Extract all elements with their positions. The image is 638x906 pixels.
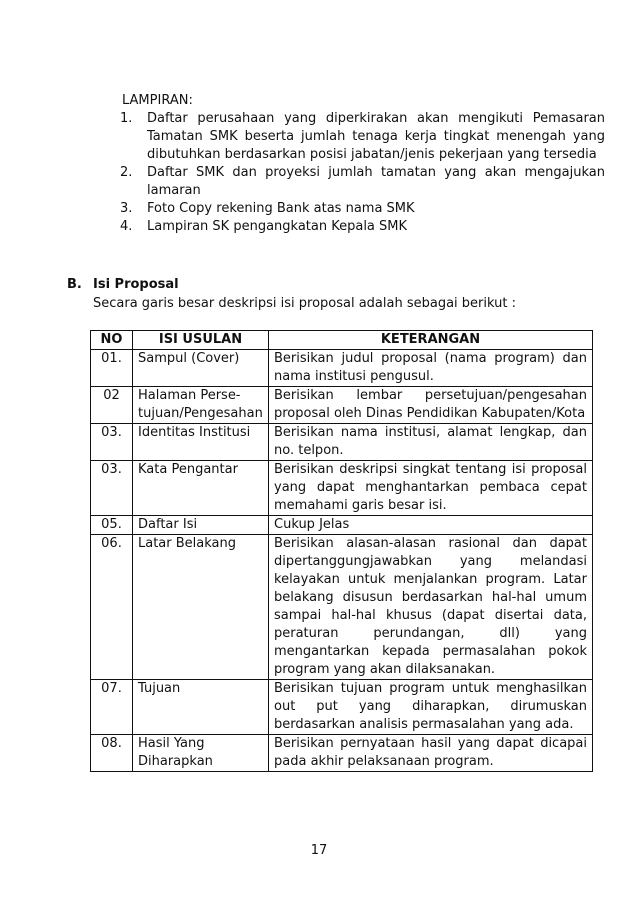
lampiran-item-number: 3. xyxy=(120,201,133,216)
table-row xyxy=(91,461,593,516)
lampiran-item-text: Daftar perusahaan yang diperkirakan akan mengikuti Pemasaran Tamatan SMK beserta jumlah tenaga kerja tingkat menengah yang dibutuhkan berdasarkan posisi jabatan/jenis pekerjaan yang tersedia xyxy=(147,111,605,162)
lampiran-item xyxy=(120,110,605,164)
cell-isi: Identitas Institusi xyxy=(133,424,269,461)
lampiran-item xyxy=(120,218,605,236)
cell-keterangan: Berisikan lembar persetujuan/pengesahan proposal oleh Dinas Pendidikan Kabupaten/Kota xyxy=(269,387,593,424)
table-row xyxy=(91,350,593,387)
cell-keterangan: Berisikan nama institusi, alamat lengkap, dan no. telpon. xyxy=(269,424,593,461)
cell-no: 03. xyxy=(91,424,133,461)
cell-keterangan: Berisikan pernyataan hasil yang dapat dicapai pada akhir pelaksanaan program. xyxy=(269,735,593,772)
header-no: NO xyxy=(91,331,133,350)
cell-isi: Kata Pengantar xyxy=(133,461,269,516)
lampiran-item-number: 1. xyxy=(120,111,133,126)
cell-keterangan: Berisikan tujuan program untuk menghasilkan out put yang diharapkan, dirumuskan berdasarkan analisis permasalahan yang ada. xyxy=(269,680,593,735)
section-b xyxy=(67,275,607,313)
lampiran-item xyxy=(120,164,605,200)
cell-no: 01. xyxy=(91,350,133,387)
cell-keterangan: Berisikan alasan-alasan rasional dan dapat dipertanggungjawabkan yang melandasi kelayakan untuk menjalankan program. Latar belakang disusun berdasarkan hal-hal umum sampai hal-hal khusus (dapat disertai data, peraturan perundangan, dll) yang mengantarkan kepada permasalahan pokok program yang akan dilaksanakan. xyxy=(269,535,593,680)
cell-no: 06. xyxy=(91,535,133,680)
cell-no: 08. xyxy=(91,735,133,772)
cell-no: 03. xyxy=(91,461,133,516)
lampiran-item-number: 2. xyxy=(120,165,133,180)
table-row xyxy=(91,535,593,680)
header-keterangan: KETERANGAN xyxy=(269,331,593,350)
page-number: 17 xyxy=(310,843,328,858)
lampiran-title: LAMPIRAN: xyxy=(122,93,193,108)
cell-no: 07. xyxy=(91,680,133,735)
cell-isi: Tujuan xyxy=(133,680,269,735)
lampiran-item xyxy=(120,200,605,218)
cell-isi: Daftar Isi xyxy=(133,516,269,535)
cell-no: 05. xyxy=(91,516,133,535)
table-row xyxy=(91,516,593,535)
table-header-row xyxy=(91,331,593,350)
cell-isi: Halaman Perse-tujuan/Pengesahan xyxy=(133,387,269,424)
section-letter: B. xyxy=(67,277,82,292)
lampiran-item-text: Foto Copy rekening Bank atas nama SMK xyxy=(147,201,415,216)
cell-isi: Hasil Yang Diharapkan xyxy=(133,735,269,772)
lampiran-item-text: Lampiran SK pengangkatan Kepala SMK xyxy=(147,219,408,234)
table-row xyxy=(91,387,593,424)
section-title: Isi Proposal xyxy=(93,277,179,292)
lampiran-list xyxy=(120,110,605,236)
lampiran-item-number: 4. xyxy=(120,219,133,234)
cell-keterangan: Berisikan judul proposal (nama program) dan nama institusi pengusul. xyxy=(269,350,593,387)
table-row xyxy=(91,424,593,461)
cell-no: 02 xyxy=(91,387,133,424)
table-row xyxy=(91,680,593,735)
cell-keterangan: Cukup Jelas xyxy=(269,516,593,535)
proposal-table xyxy=(90,330,593,772)
header-isi-usulan: ISI USULAN xyxy=(133,331,269,350)
cell-keterangan: Berisikan deskripsi singkat tentang isi proposal yang dapat menghantarkan pembaca cepat memahami garis besar isi. xyxy=(269,461,593,516)
section-intro: Secara garis besar deskripsi isi proposal adalah sebagai berikut : xyxy=(93,296,516,311)
lampiran-item-text: Daftar SMK dan proyeksi jumlah tamatan yang akan mengajukan lamaran xyxy=(147,165,605,198)
section-heading xyxy=(67,275,607,294)
lampiran-block xyxy=(120,92,605,236)
cell-isi: Latar Belakang xyxy=(133,535,269,680)
cell-isi: Sampul (Cover) xyxy=(133,350,269,387)
table-row xyxy=(91,735,593,772)
